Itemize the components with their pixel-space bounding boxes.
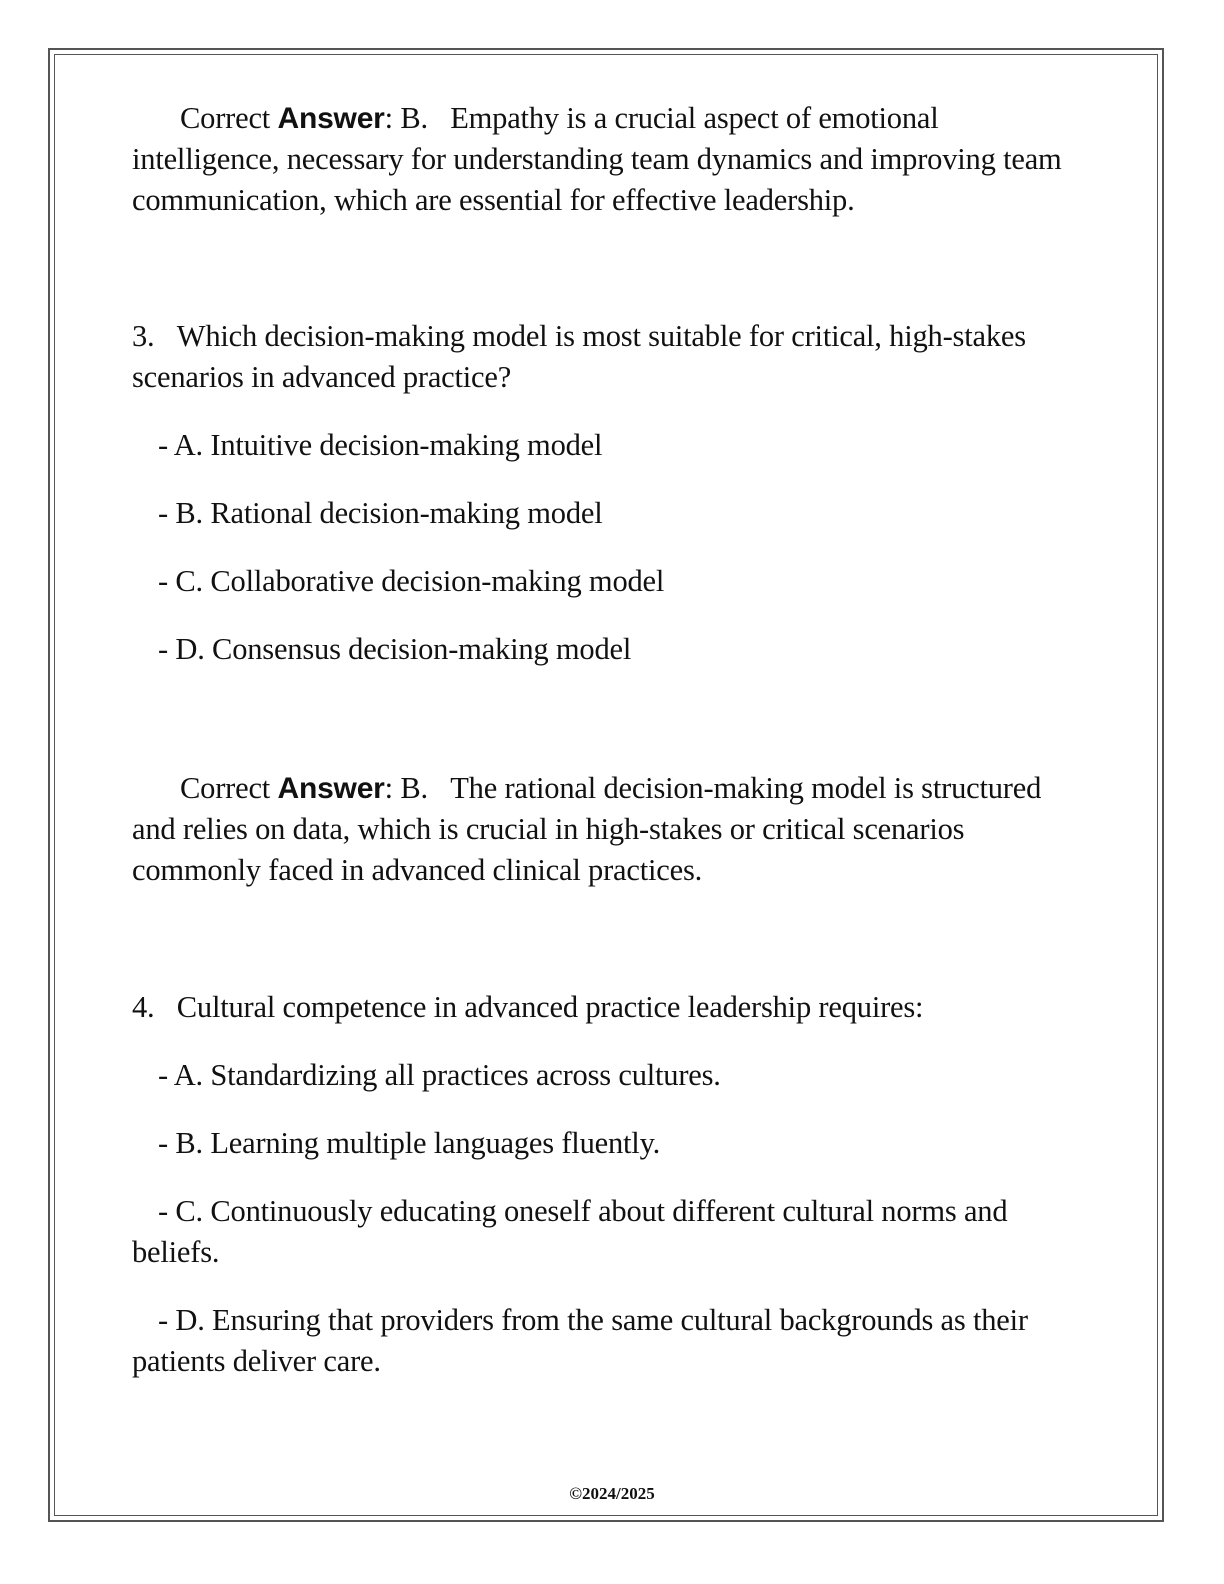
answer-prefix: Correct [180,101,278,135]
answer-letter: : B. [384,101,428,135]
question-text: Cultural competence in advanced practice leadership requires: [176,990,924,1024]
option-c: - C. Continuously educating oneself about different cultural norms and beliefs. [132,1194,1008,1269]
option-b: - B. Rational decision-making model [158,496,603,530]
answer-label: Answer [277,772,385,805]
question-4 [132,987,1082,1028]
answer-explanation: Empathy is a crucial aspect of emotional intelligence, necessary for understanding team dynamics and improving team communication, which are essential for effective leadership. [132,101,1062,217]
question-number: 3. [132,319,155,353]
option-d: - D. Consensus decision-making model [158,632,632,666]
question-text: Which decision-making model is most suitable for critical, high-stakes scenarios in advanced practice? [132,319,1026,394]
answer-label: Answer [277,102,385,135]
page-content [132,98,1082,1382]
option-b: - B. Learning multiple languages fluently. [158,1126,661,1160]
question-number: 4. [132,990,155,1024]
question-3 [132,316,1082,398]
answer-letter: : B. [384,771,428,805]
option-d: - D. Ensuring that providers from the same cultural backgrounds as their patients deliver care. [132,1303,1028,1378]
answer-explanation: The rational decision-making model is structured and relies on data, which is crucial in high-stakes or critical scenarios commonly faced in advanced clinical practices. [132,771,1042,887]
copyright-footer: ©2024/2025 [569,1484,655,1503]
option-c: - C. Collaborative decision-making model [158,564,665,598]
option-a: - A. Intuitive decision-making model [158,428,603,462]
answer-2 [132,98,1082,221]
answer-prefix: Correct [180,771,278,805]
option-a: - A. Standardizing all practices across cultures. [158,1058,721,1092]
answer-3 [132,768,1082,891]
